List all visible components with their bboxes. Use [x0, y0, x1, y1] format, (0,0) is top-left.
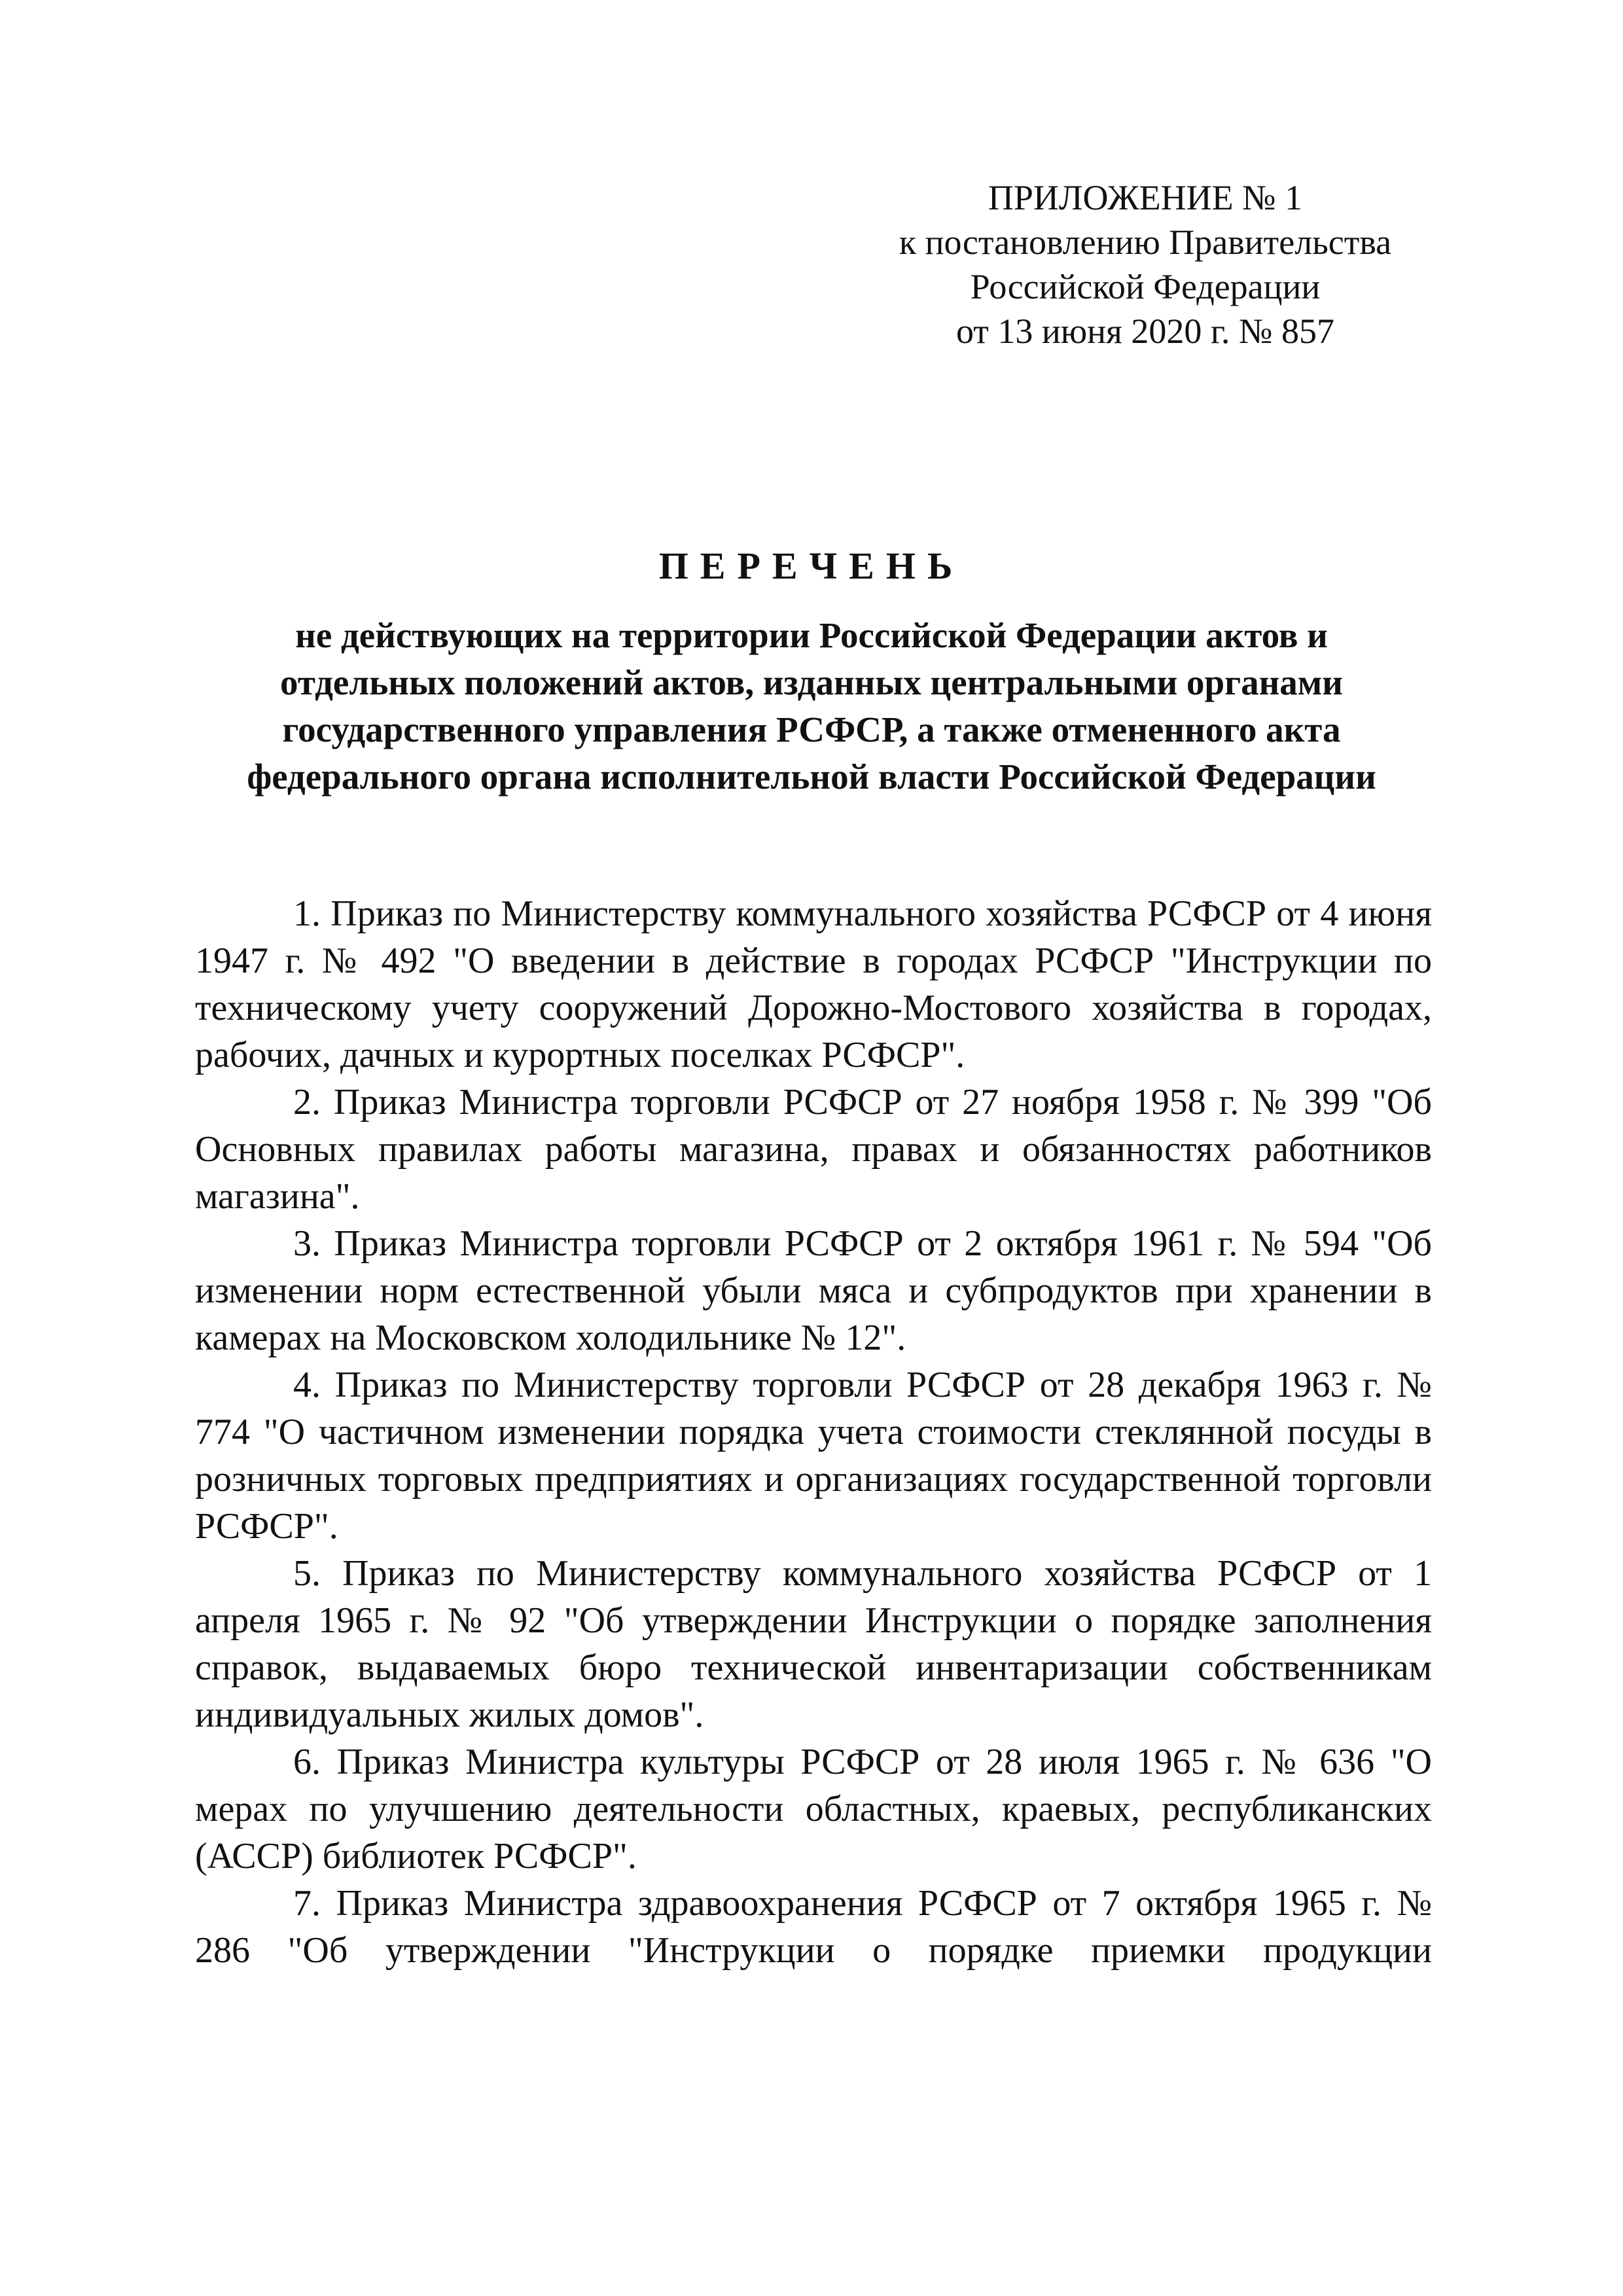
subtitle-line: не действующих на территории Российской Федерации актов и — [295, 615, 1328, 655]
list-item — [195, 890, 1432, 1079]
subtitle-line: федерального органа исполнительной власти Российской Федерации — [247, 757, 1376, 797]
list-item — [195, 1550, 1432, 1738]
item-text: Приказ Министра здравоохранения РСФСР от 7 октября 1965 г. № 286 "Об утверждении "Инструкции о порядке приемки продукции — [195, 1883, 1432, 1971]
appendix-header — [851, 175, 1440, 353]
item-number: 5. — [293, 1553, 321, 1594]
item-number: 4. — [293, 1365, 321, 1405]
item-text: Приказ Министра торговли РСФСР от 27 ноября 1958 г. № 399 "Об Основных правилах работы магазина, правах и обязанностях работников магазина". — [195, 1082, 1432, 1217]
list-item — [195, 1079, 1432, 1220]
subtitle-line: государственного управления РСФСР, а также отмененного акта — [282, 709, 1341, 749]
list-item — [195, 1880, 1432, 1974]
appendix-reference: к постановлению Правительства — [899, 223, 1392, 262]
appendix-date-number: от 13 июня 2020 г. № 857 — [956, 312, 1334, 351]
item-text: Приказ Министра торговли РСФСР от 2 октября 1961 г. № 594 "Об изменении норм естественной убыли мяса и субпродуктов при хранении в камерах на Московском холодильнике № 12". — [195, 1223, 1432, 1358]
appendix-authority: Российской Федерации — [970, 267, 1321, 306]
document-title: ПЕРЕЧЕНЬ — [658, 545, 965, 587]
document-subtitle — [164, 612, 1459, 800]
act-list — [195, 890, 1432, 1974]
item-text: Приказ по Министерству торговли РСФСР от 28 декабря 1963 г. № 774 "О частичном изменении порядка учета стоимости стеклянной посуды в розничных торговых предприятиях и организациях государственной торговли РСФСР". — [195, 1365, 1432, 1547]
item-number: 2. — [293, 1082, 321, 1122]
item-text: Приказ Министра культуры РСФСР от 28 июля 1965 г. № 636 "О мерах по улучшению деятельности областных, краевых, республиканских (АССР) библиотек РСФСР". — [195, 1742, 1433, 1876]
appendix-label: ПРИЛОЖЕНИЕ № 1 — [988, 178, 1303, 217]
item-number: 7. — [293, 1883, 321, 1924]
item-text: Приказ по Министерству коммунального хозяйства РСФСР от 4 июня 1947 г. № 492 "О введении в действие в городах РСФСР "Инструкции по техническому учету сооружений Дорожно-Мостового хозяйства в городах, рабочих, дачных и курортных поселках РСФСР". — [195, 893, 1432, 1075]
subtitle-line: отдельных положений актов, изданных центральными органами — [280, 662, 1343, 702]
item-number: 6. — [293, 1742, 321, 1782]
list-item — [195, 1738, 1432, 1880]
item-number: 3. — [293, 1223, 321, 1264]
list-item — [195, 1220, 1432, 1361]
item-text: Приказ по Министерству коммунального хозяйства РСФСР от 1 апреля 1965 г. № 92 "Об утверждении Инструкции о порядке заполнения справок, выдаваемых бюро технической инвентаризации собственникам индивидуальных жилых домов". — [195, 1553, 1433, 1735]
item-number: 1. — [293, 893, 321, 934]
list-item — [195, 1361, 1432, 1550]
